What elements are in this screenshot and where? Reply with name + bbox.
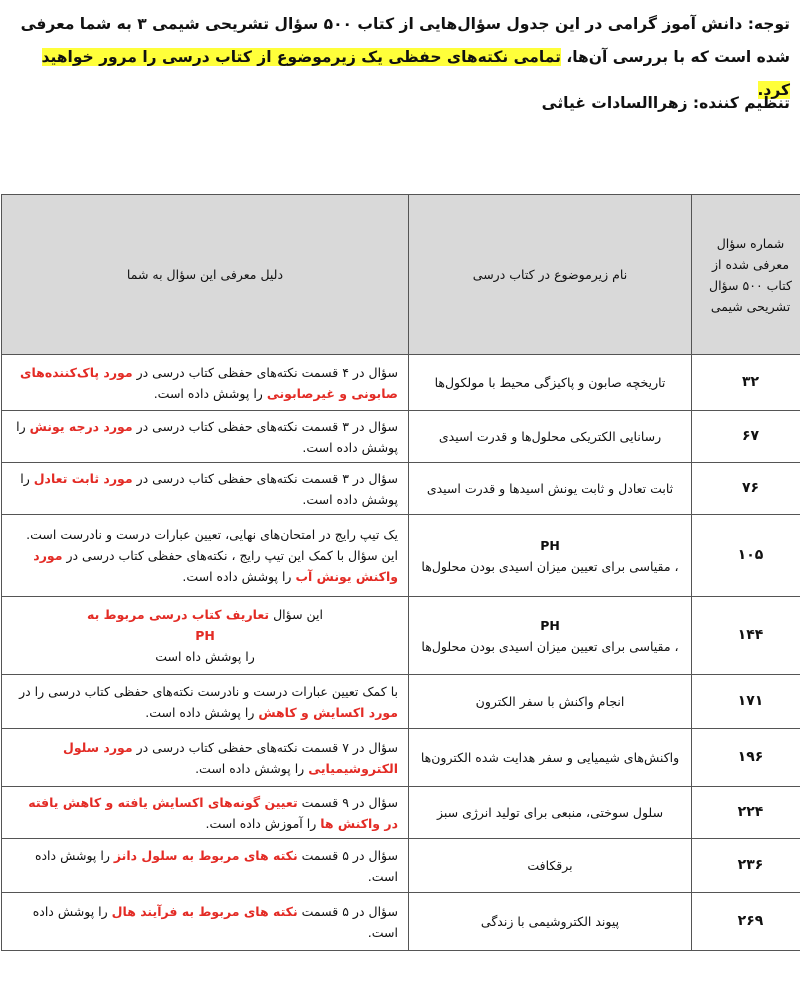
reason-line [12,604,398,625]
topic-cell [409,729,692,787]
reason-cell [2,893,409,951]
topic-text: واکنش‌های شیمیایی و سفر هدایت شده الکترون‌ها [420,750,680,765]
reason-text: سؤال در ۵ قسمت [297,847,398,863]
reason-highlight: نکته های مربوط به فرآیند هال [111,903,298,919]
table-body [2,355,800,951]
reason-highlight: مورد ثابت تعادل [33,470,133,486]
table-row [2,515,800,597]
reason-cell [2,355,409,411]
reason-text: سؤال در ۴ قسمت نکته‌های حفظی کتاب درسی در [132,364,398,380]
reason-text: را پوشش داده است. [195,760,309,776]
table-row [2,463,800,515]
table-header-row [2,195,800,355]
topic-cell [409,597,692,675]
reason-highlight: نکته های مربوط به سلول دانز [113,847,298,863]
topic-cell [409,675,692,729]
question-number: ۶۷ [692,411,800,463]
reason-highlight: مورد سلول الکتروشیمیایی [63,739,398,776]
reason-highlight: PH [195,628,215,643]
reason-text: سؤال در ۹ قسمت [297,794,398,810]
table-row [2,839,800,893]
questions-table [1,194,800,951]
table-row [2,411,800,463]
intro-text: توجه: دانش آموز گرامی در این جدول سؤال‌هایی از کتاب ۵۰۰ سؤال تشریحی شیمی ۳ به شما معرفی شده است که با بررسی آن‌ها، [20,15,790,66]
intro-note [10,8,790,107]
reason-highlight: تعیین گونه‌های اکسایش یافته و کاهش یافته در واکنش ها [28,794,398,831]
question-number: ۲۲۴ [692,787,800,839]
reason-highlight: مورد درجه یونش [29,418,133,434]
reason-cell [2,463,409,515]
reason-highlight: مورد پاک‌کننده‌های صابونی و غیرصابونی [20,364,398,401]
topic-cell [409,515,692,597]
question-number: ۱۹۶ [692,729,800,787]
topic-cell [409,787,692,839]
question-number: ۲۳۶ [692,839,800,893]
topic-cell [409,411,692,463]
reason-highlight: مورد واکنش یونش آب [33,548,398,584]
question-number: ۷۶ [692,463,800,515]
topic-ph-label: PH [540,537,560,553]
topic-text: سلول سوختی، منبعی برای تولید انرژی سبز [436,805,664,820]
question-number: ۳۲ [692,355,800,411]
reason-cell [2,729,409,787]
reason-line [12,646,398,667]
table-row [2,787,800,839]
reason-text: سؤال در ۷ قسمت نکته‌های حفظی کتاب درسی در [132,739,398,755]
reason-cell [2,411,409,463]
table-row [2,355,800,411]
intro-highlight: تمامی نکته‌های حفظی یک زیرموضوع از کتاب درسی را مرور خواهید کرد. [41,48,790,99]
topic-ph-label: PH [540,617,560,633]
topic-text: رسانایی الکتریکی محلول‌ها و قدرت اسیدی [438,429,662,444]
reason-highlight: تعاریف کتاب درسی مربوط به [86,607,270,622]
topic-cell [409,839,692,893]
topic-text: تاریخچه صابون و پاکیزگی محیط با مولکول‌ها [434,375,666,390]
question-number: ۱۷۱ [692,675,800,729]
reason-cell [2,675,409,729]
reason-line [12,625,398,646]
topic-text: ، مقیاسی برای تعیین میزان اسیدی بودن محلول‌ها [421,638,679,654]
topic-text: انجام واکنش با سفر الکترون [475,694,625,709]
reason-text: را پوشش داده است. [32,903,398,940]
reason-text: را پوشش داده است. [16,418,398,455]
topic-text: پیوند الکتروشیمی با زندگی [480,914,620,929]
reason-text: را پوشش داه است [155,649,255,664]
reason-text: یک تیپ رایج در امتحان‌های نهایی، تعیین عبارات درست و نادرست است. این سؤال با کمک این تیپ رایج ، نکته‌های حفظی کتاب درسی در [26,527,398,563]
table-row [2,893,800,951]
header-number: شماره سؤال معرفی شده از کتاب ۵۰۰ سؤال تشریحی شیمی [692,195,800,355]
header-reason: دلیل معرفی این سؤال به شما [2,195,409,355]
table-row [2,597,800,675]
reason-text: را پوشش داده است. [20,470,398,507]
question-number: ۲۶۹ [692,893,800,951]
reason-text: سؤال در ۵ قسمت [297,903,398,919]
topic-cell [409,463,692,515]
reason-text: را پوشش داده است. [182,569,296,584]
reason-cell [2,839,409,893]
reason-text: را آموزش داده است. [205,815,321,831]
reason-cell [2,787,409,839]
author-credit: تنظیم کننده: زهراالسادات غیاثی [541,94,790,112]
reason-text: با کمک تعیین عبارات درست و نادرست نکته‌های حفظی کتاب درسی را در [19,683,398,699]
reason-text: سؤال در ۳ قسمت نکته‌های حفظی کتاب درسی در [132,470,398,486]
question-number: ۱۰۵ [692,515,800,597]
reason-text: را پوشش داده است. [34,847,398,884]
table-row [2,675,800,729]
reason-cell [2,597,409,675]
reason-text: این سؤال [269,607,323,622]
table-row [2,729,800,787]
reason-highlight: مورد اکسایش و کاهش [258,704,398,720]
question-number: ۱۴۴ [692,597,800,675]
topic-cell [409,355,692,411]
topic-text: ، مقیاسی برای تعیین میزان اسیدی بودن محلول‌ها [421,558,679,574]
topic-text: برقکافت [527,858,573,873]
topic-text: ثابت تعادل و ثابت یونش اسیدها و قدرت اسیدی [426,481,674,496]
header-topic: نام زیرموضوع در کتاب درسی [409,195,692,355]
reason-text: سؤال در ۳ قسمت نکته‌های حفظی کتاب درسی در [132,418,398,434]
reason-cell [2,515,409,597]
topic-cell [409,893,692,951]
reason-text: را پوشش داده است. [145,704,259,720]
reason-text: را پوشش داده است. [153,385,267,401]
